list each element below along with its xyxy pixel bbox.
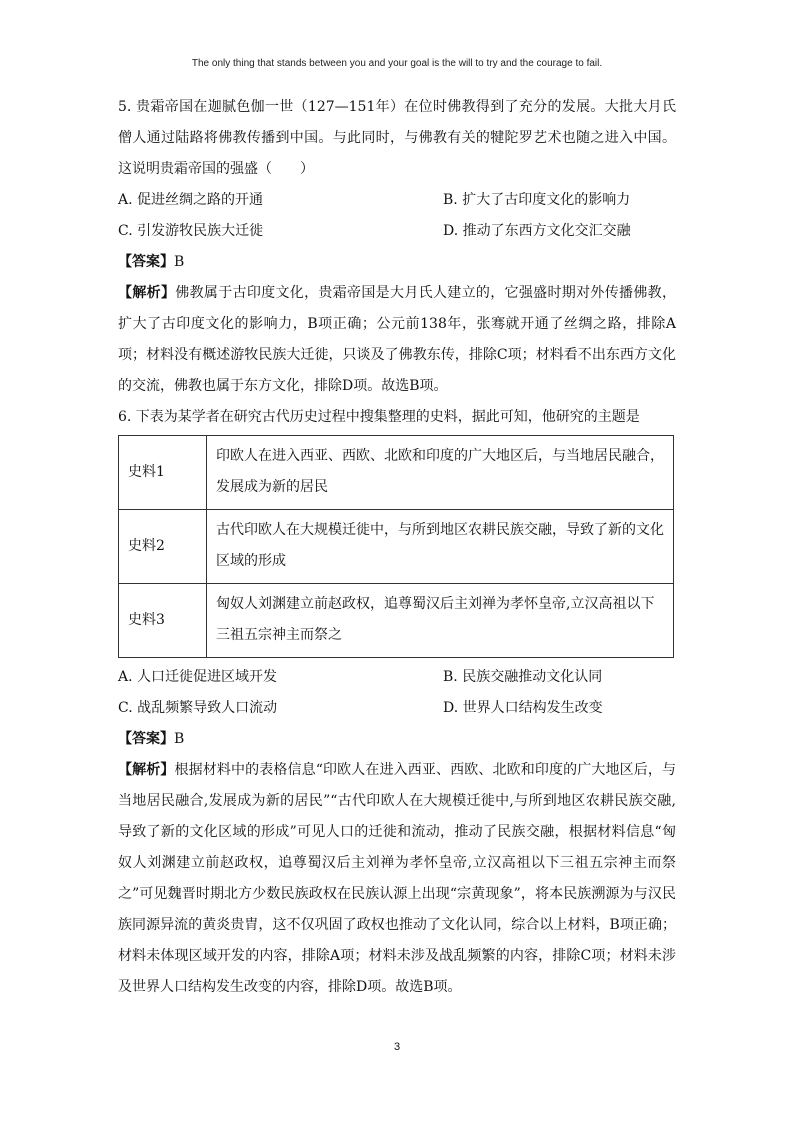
q5-analysis [118, 278, 676, 402]
q6-option-b: B. 民族交融推动文化认同 [443, 669, 603, 685]
source-text: 印欧人在进入西亚、西欧、北欧和印度的广大地区后，与当地居民融合，发展成为新的居民 [207, 436, 674, 510]
q5-analysis-label: 【解析】 [118, 285, 176, 301]
q6-option-d: D. 世界人口结构发生改变 [443, 700, 603, 716]
q5-option-d: D. 推动了东西方文化交汇交融 [443, 223, 631, 239]
q5-answer-label: 【答案】 [118, 254, 174, 270]
page-number: 3 [393, 1041, 401, 1053]
source-label: 史料2 [119, 510, 207, 584]
q6-source-table [118, 435, 674, 658]
q5-stem: 5. 贵霜帝国在迦腻色伽一世（127—151年）在位时佛教得到了充分的发展。大批大月氏僧人通过陆路将佛教传播到中国。与此同时，与佛教有关的犍陀罗艺术也随之进入中国。这说明贵霜帝国的强盛（ ） [118, 99, 676, 177]
q6-option-c: C. 战乱频繁导致人口流动 [118, 700, 278, 716]
q5-option-b: B. 扩大了古印度文化的影响力 [443, 192, 631, 208]
q5-options [118, 185, 676, 247]
q6-analysis-text: 根据材料中的表格信息“印欧人在进入西亚、西欧、北欧和印度的广大地区后，与当地居民融合,发展成为新的居民”“古代印欧人在大规模迁徙中,与所到地区农耕民族交融,导致了新的文化区域的形成”可见人口的迁徙和流动，推动了民族交融，根据材料信息“匈奴人刘渊建立前赵政权，追尊蜀汉后主刘禅为孝怀皇帝,立汉高祖以下三祖五宗神主而祭之”可见魏晋时期北方少数民族政权在民族认源上出现“宗黄现象”，将本民族溯源为与汉民族同源异流的黄炎贵胄，这不仅巩固了政权也推动了文化认同，综合以上材料，B项正确；材料未体现区域开发的内容，排除A项；材料未涉及战乱频繁的内容，排除C项；材料未涉及世界人口结构发生改变的内容，排除D项。故选B项。 [118, 762, 677, 995]
page-header: The only thing that stands between you and your goal is the will to try and the courage to fail. [191, 58, 603, 69]
q6-options [118, 662, 676, 724]
q6-option-a: A. 人口迁徙促进区域开发 [118, 669, 278, 685]
q5-option-a: A. 促进丝绸之路的开通 [118, 192, 264, 208]
table-row [119, 436, 674, 510]
q6-analysis [118, 755, 676, 1003]
q5-answer-value: B [174, 254, 185, 270]
page-content [118, 92, 676, 1003]
q6-analysis-label: 【解析】 [118, 762, 175, 778]
q6-stem: 6. 下表为某学者在研究古代历史过程中搜集整理的史料，据此可知，他研究的主题是 [118, 409, 640, 425]
q6-answer [118, 724, 676, 755]
source-label: 史料3 [119, 584, 207, 658]
q5-analysis-text: 佛教属于古印度文化，贵霜帝国是大月氏人建立的，它强盛时期对外传播佛教，扩大了古印度文化的影响力，B项正确；公元前138年，张骞就开通了丝绸之路，排除A项；材料没有概述游牧民族大迁徙，只谈及了佛教东传，排除C项；材料看不出东西方文化的交流，佛教也属于东方文化，排除D项。故选B项。 [118, 285, 677, 394]
source-text: 古代印欧人在大规模迁徙中，与所到地区农耕民族交融，导致了新的文化区域的形成 [207, 510, 674, 584]
source-label: 史料1 [119, 436, 207, 510]
table-row [119, 510, 674, 584]
q5-answer [118, 247, 676, 278]
table-row [119, 584, 674, 658]
q6-answer-value: B [174, 731, 185, 747]
q5-option-c: C. 引发游牧民族大迁徙 [118, 223, 264, 239]
q6-answer-label: 【答案】 [118, 731, 174, 747]
source-text: 匈奴人刘渊建立前赵政权，追尊蜀汉后主刘禅为孝怀皇帝,立汉高祖以下三祖五宗神主而祭之 [207, 584, 674, 658]
